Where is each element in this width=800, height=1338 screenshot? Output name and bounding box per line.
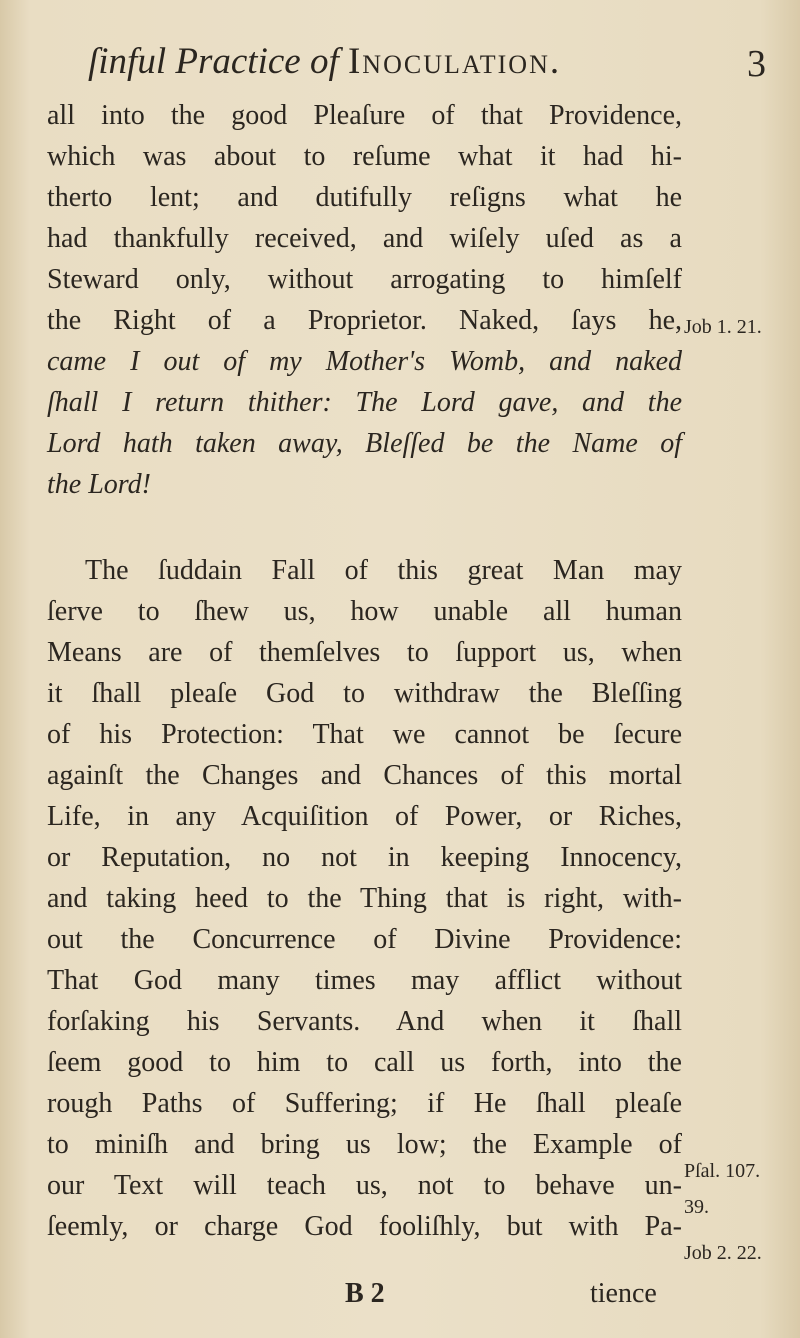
margin-note-job-2: Job 2. 22. [684, 1242, 762, 1264]
text-line: out the Concurrence of Divine Providence: [47, 924, 682, 955]
text-line: ſerve to ſhew us, how unable all human [47, 596, 682, 627]
margin-note-psalm-verse: 39. [684, 1196, 709, 1218]
text-line: to miniſh and bring us low; the Example of [47, 1129, 682, 1160]
text-line: The ſuddain Fall of this great Man may [85, 555, 682, 586]
text-line: had thankfully received, and wiſely uſed as a [47, 223, 682, 254]
text-line: ſeem good to him to call us forth, into the [47, 1047, 682, 1078]
text-line: ſhall I return thither: The Lord gave, and the [47, 387, 682, 418]
text-line: ſeemly, or charge God fooliſhly, but with Pa- [47, 1211, 682, 1242]
text-line: Life, in any Acquiſition of Power, or Riches, [47, 801, 682, 832]
text-line: and taking heed to the Thing that is right, with- [47, 883, 682, 914]
text-line: which was about to reſume what it had hi- [47, 141, 682, 172]
text-line: or Reputation, no not in keeping Innocency, [47, 842, 682, 873]
text-line: the Right of a Proprietor. Naked, ſays he, [47, 305, 682, 336]
text-line: our Text will teach us, not to behave un- [47, 1170, 682, 1201]
text-line: rough Paths of Suffering; if He ſhall pleaſe [47, 1088, 682, 1119]
page-number: 3 [747, 43, 766, 85]
text-line: therto lent; and dutifully reſigns what he [47, 182, 682, 213]
text-line: the Lord! [47, 469, 151, 500]
text-line: againſt the Changes and Chances of this mortal [47, 760, 682, 791]
running-title-italic: ſinful Practice of [88, 41, 339, 82]
catchword: tience [590, 1278, 657, 1309]
text-line: Lord hath taken away, Bleſſed be the Name of [47, 428, 682, 459]
running-title [88, 40, 561, 83]
text-line: forſaking his Servants. And when it ſhall [47, 1006, 682, 1037]
text-line: all into the good Pleaſure of that Providence, [47, 100, 682, 131]
text-line: of his Protection: That we cannot be ſecure [47, 719, 682, 750]
page-header [78, 40, 778, 100]
paragraph-1 [47, 95, 682, 505]
signature-mark: B 2 [345, 1278, 385, 1309]
body-text [47, 95, 682, 1247]
text-line: it ſhall pleaſe God to withdraw the Bleſſing [47, 678, 682, 709]
text-line: came I out of my Mother's Womb, and naked [47, 346, 682, 377]
margin-note-psalm: Pſal. 107. [684, 1160, 761, 1182]
margin-note-job: Job 1. 21. [684, 316, 762, 338]
text-line: Steward only, without arrogating to himſelf [47, 264, 682, 295]
running-title-caps: Inoculation. [347, 41, 562, 82]
paragraph-2 [47, 550, 682, 1247]
text-line: That God many times may afflict without [47, 965, 682, 996]
text-line: Means are of themſelves to ſupport us, when [47, 637, 682, 668]
